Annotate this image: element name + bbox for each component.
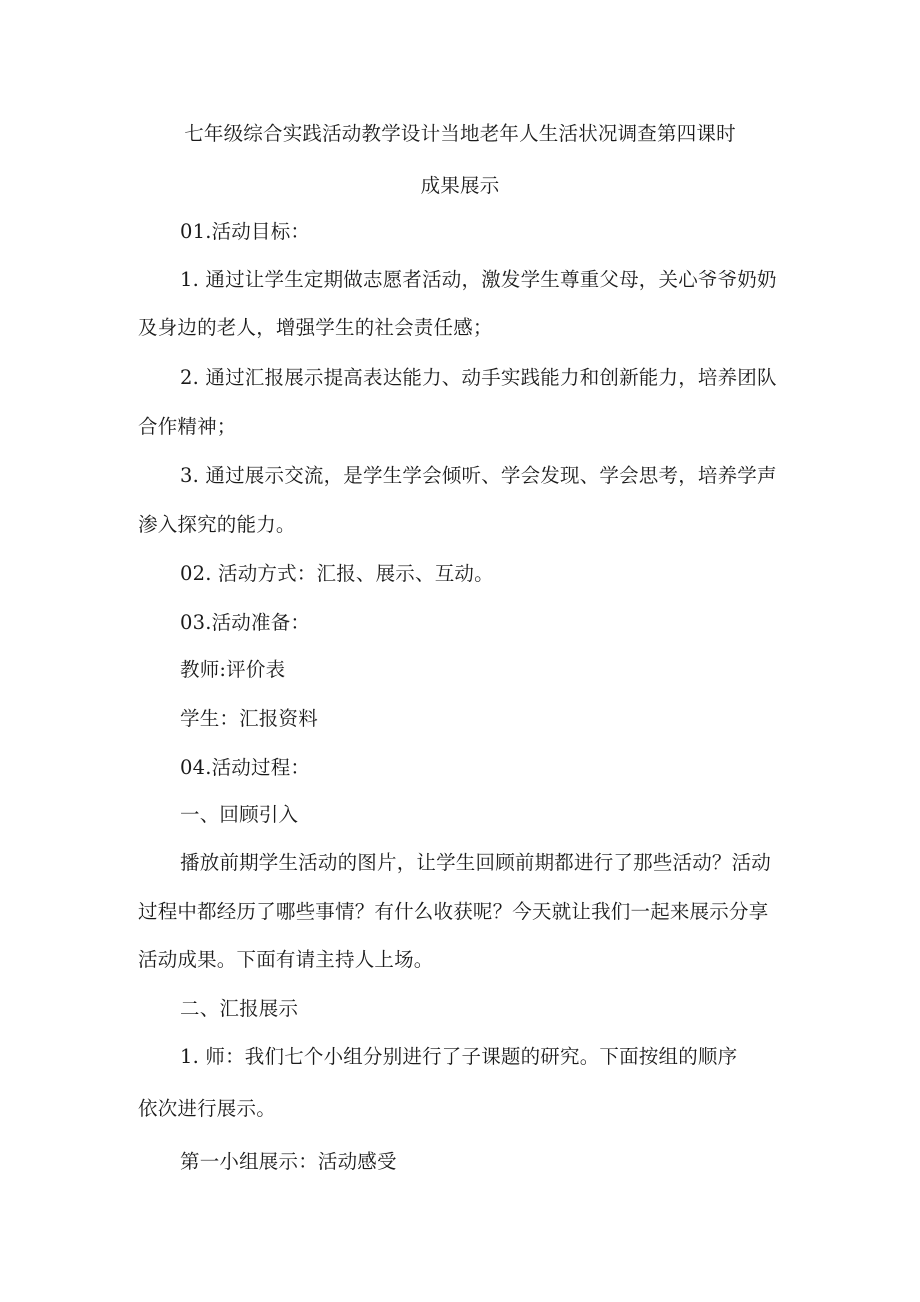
paragraph-line: 教师:评价表 [180,658,286,681]
paragraph-line: 渗入探究的能力。 [138,513,296,536]
section-heading-preparation: 03.活动准备： [180,611,311,634]
paragraph-line: 播放前期学生活动的图片，让学生回顾前期都进行了那些活动？活动 [180,851,772,874]
paragraph-line: 第一小组展示：活动感受 [180,1150,397,1173]
paragraph-line: 3. 通过展示交流，是学生学会倾听、学会发现、学会思考，培养学声 [180,464,777,487]
paragraph-line: 依次进行展示。 [138,1097,276,1120]
document-subtitle: 成果展示 [420,174,500,197]
subsection-heading-report: 二、汇报展示 [180,997,299,1020]
section-heading-method: 02. 活动方式：汇报、展示、互动。 [180,562,494,585]
paragraph-line: 学生：汇报资料 [180,707,318,730]
paragraph-line: 活动成果。下面有请主持人上场。 [138,948,434,971]
subsection-heading-review: 一、回顾引入 [180,803,299,826]
paragraph-line: 过程中都经历了哪些事情？有什么收获呢？今天就让我们一起来展示分享 [138,900,769,923]
paragraph-line: 2. 通过汇报展示提高表达能力、动手实践能力和创新能力，培养团队 [180,366,777,389]
paragraph-line: 及身边的老人，增强学生的社会责任感； [138,316,493,339]
paragraph-line: 合作精神； [138,415,237,438]
section-heading-process: 04.活动过程： [180,756,311,779]
paragraph-line: 1. 师：我们七个小组分别进行了子课题的研究。下面按组的顺序 [180,1045,738,1068]
document-title: 七年级综合实践活动教学设计当地老年人生活状况调查第四课时 [184,122,736,145]
paragraph-line: 1. 通过让学生定期做志愿者活动，激发学生尊重父母，关心爷爷奶奶 [180,268,777,291]
section-heading-goals: 01.活动目标： [180,220,311,243]
